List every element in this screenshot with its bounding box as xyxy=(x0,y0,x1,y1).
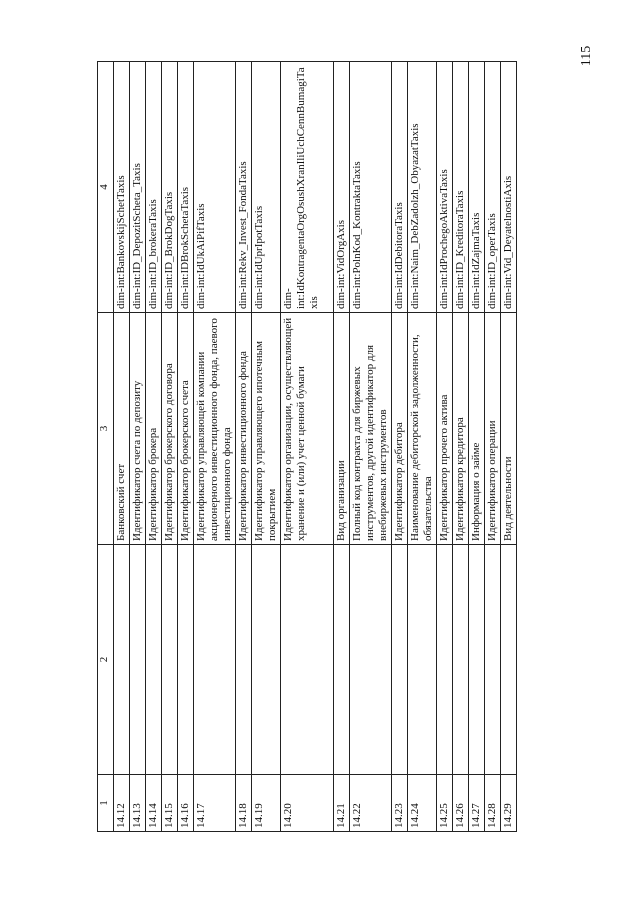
row-description-cell: Идентификатор управляющего ипотечным покрытием xyxy=(252,313,281,545)
row-col2-cell xyxy=(146,545,162,775)
table-row xyxy=(485,62,501,832)
header-cell-2: 2 xyxy=(98,545,114,775)
row-number-cell: 14.20 xyxy=(281,775,334,832)
table-row xyxy=(437,62,453,832)
row-description-cell: Банковский счет xyxy=(114,313,130,545)
row-col2-cell xyxy=(453,545,469,775)
table-row xyxy=(194,62,236,832)
row-number-cell: 14.21 xyxy=(334,775,350,832)
table-row xyxy=(236,62,252,832)
table-header-row xyxy=(98,62,114,832)
row-identifier-cell: dim-int:BankovskijSchetTaxis xyxy=(114,62,130,313)
table-row xyxy=(469,62,485,832)
row-number-cell: 14.18 xyxy=(236,775,252,832)
row-description-cell: Идентификатор счета по депозиту xyxy=(130,313,146,545)
row-identifier-cell: dim-int:IdUkAiPifTaxis xyxy=(194,62,236,313)
row-number-cell: 14.29 xyxy=(501,775,517,832)
table-row xyxy=(350,62,392,832)
row-col2-cell xyxy=(408,545,437,775)
row-col2-cell xyxy=(392,545,408,775)
row-col2-cell xyxy=(334,545,350,775)
row-col2-cell xyxy=(350,545,392,775)
row-number-cell: 14.23 xyxy=(392,775,408,832)
table-row xyxy=(453,62,469,832)
table-row xyxy=(252,62,281,832)
row-number-cell: 14.27 xyxy=(469,775,485,832)
row-description-cell: Информация о займе xyxy=(469,313,485,545)
row-identifier-cell: dim-int:IdZajmaTaxis xyxy=(469,62,485,313)
row-col2-cell xyxy=(437,545,453,775)
row-description-cell: Идентификатор брокера xyxy=(146,313,162,545)
row-col2-cell xyxy=(130,545,146,775)
table-row xyxy=(162,62,178,832)
row-identifier-cell: dim-int:IdKontragentaOrgOsushXranIliUchCennBumagiTaxis xyxy=(281,62,334,313)
row-col2-cell xyxy=(469,545,485,775)
row-description-cell: Идентификатор операции xyxy=(485,313,501,545)
row-number-cell: 14.17 xyxy=(194,775,236,832)
row-identifier-cell: dim-int:ID_brokeraTaxis xyxy=(146,62,162,313)
row-col2-cell xyxy=(114,545,130,775)
row-identifier-cell: dim-int:IdProchegoAktivaTaxis xyxy=(437,62,453,313)
row-description-cell: Идентификатор организации, осуществляющей хранение и (или) учет ценной бумаги xyxy=(281,313,334,545)
row-number-cell: 14.28 xyxy=(485,775,501,832)
row-identifier-cell: dim-int:IdUprIpotTaxis xyxy=(252,62,281,313)
row-number-cell: 14.26 xyxy=(453,775,469,832)
row-col2-cell xyxy=(252,545,281,775)
table-row xyxy=(130,62,146,832)
table-row xyxy=(501,62,517,832)
rotated-table-container xyxy=(97,62,527,832)
table-row xyxy=(408,62,437,832)
row-col2-cell xyxy=(178,545,194,775)
row-description-cell: Идентификатор брокерского договора xyxy=(162,313,178,545)
row-col2-cell xyxy=(194,545,236,775)
row-number-cell: 14.25 xyxy=(437,775,453,832)
row-description-cell: Наименование дебиторской задолженности, обязательства xyxy=(408,313,437,545)
row-number-cell: 14.15 xyxy=(162,775,178,832)
row-identifier-cell: dim-int:ID_DepozitScheta_Taxis xyxy=(130,62,146,313)
row-identifier-cell: dim-int:ID_KreditoraTaxis xyxy=(453,62,469,313)
row-identifier-cell: dim-int:ID_operTaxis xyxy=(485,62,501,313)
row-number-cell: 14.19 xyxy=(252,775,281,832)
table-row xyxy=(178,62,194,832)
row-identifier-cell: dim-int:Naim_DebZadolzh_ObyazatTaxis xyxy=(408,62,437,313)
taxonomy-table xyxy=(97,61,517,832)
row-identifier-cell: dim-int:Vid_DeyatelnostiAxis xyxy=(501,62,517,313)
row-number-cell: 14.12 xyxy=(114,775,130,832)
row-identifier-cell: dim-int:PolnKod_KontraktaTaxis xyxy=(350,62,392,313)
row-description-cell: Идентификатор управляющей компании акционерного инвестиционного фонда, паевого инвестиционного фонда xyxy=(194,313,236,545)
row-description-cell: Идентификатор кредитора xyxy=(453,313,469,545)
page-number: 115 xyxy=(579,45,594,67)
row-number-cell: 14.16 xyxy=(178,775,194,832)
row-number-cell: 14.13 xyxy=(130,775,146,832)
row-description-cell: Вид организации xyxy=(334,313,350,545)
table-row xyxy=(281,62,334,832)
row-number-cell: 14.22 xyxy=(350,775,392,832)
row-description-cell: Полный код контракта для биржевых инструментов, другой идентификатор для внебиржевых инструментов xyxy=(350,313,392,545)
row-description-cell: Идентификатор инвестиционного фонда xyxy=(236,313,252,545)
row-identifier-cell: dim-int:IdDebitoraTaxis xyxy=(392,62,408,313)
table-row xyxy=(392,62,408,832)
table-row xyxy=(146,62,162,832)
row-col2-cell xyxy=(281,545,334,775)
row-col2-cell xyxy=(162,545,178,775)
row-col2-cell xyxy=(501,545,517,775)
row-number-cell: 14.24 xyxy=(408,775,437,832)
header-cell-1: 1 xyxy=(98,775,114,832)
row-col2-cell xyxy=(485,545,501,775)
row-description-cell: Идентификатор прочего актива xyxy=(437,313,453,545)
row-description-cell: Идентификатор дебитора xyxy=(392,313,408,545)
header-cell-4: 4 xyxy=(98,62,114,313)
row-identifier-cell: dim-int:IDBrokSchetaTaxis xyxy=(178,62,194,313)
row-number-cell: 14.14 xyxy=(146,775,162,832)
row-identifier-cell: dim-int:VidOrgAxis xyxy=(334,62,350,313)
table-row xyxy=(334,62,350,832)
row-description-cell: Вид деятельности xyxy=(501,313,517,545)
row-identifier-cell: dim-int:ID_BrokDogTaxis xyxy=(162,62,178,313)
table-body xyxy=(98,62,517,832)
row-identifier-cell: dim-int:Rekv_Invest_FondaTaxis xyxy=(236,62,252,313)
row-description-cell: Идентификатор брокерского счета xyxy=(178,313,194,545)
row-col2-cell xyxy=(236,545,252,775)
header-cell-3: 3 xyxy=(98,313,114,545)
table-row xyxy=(114,62,130,832)
